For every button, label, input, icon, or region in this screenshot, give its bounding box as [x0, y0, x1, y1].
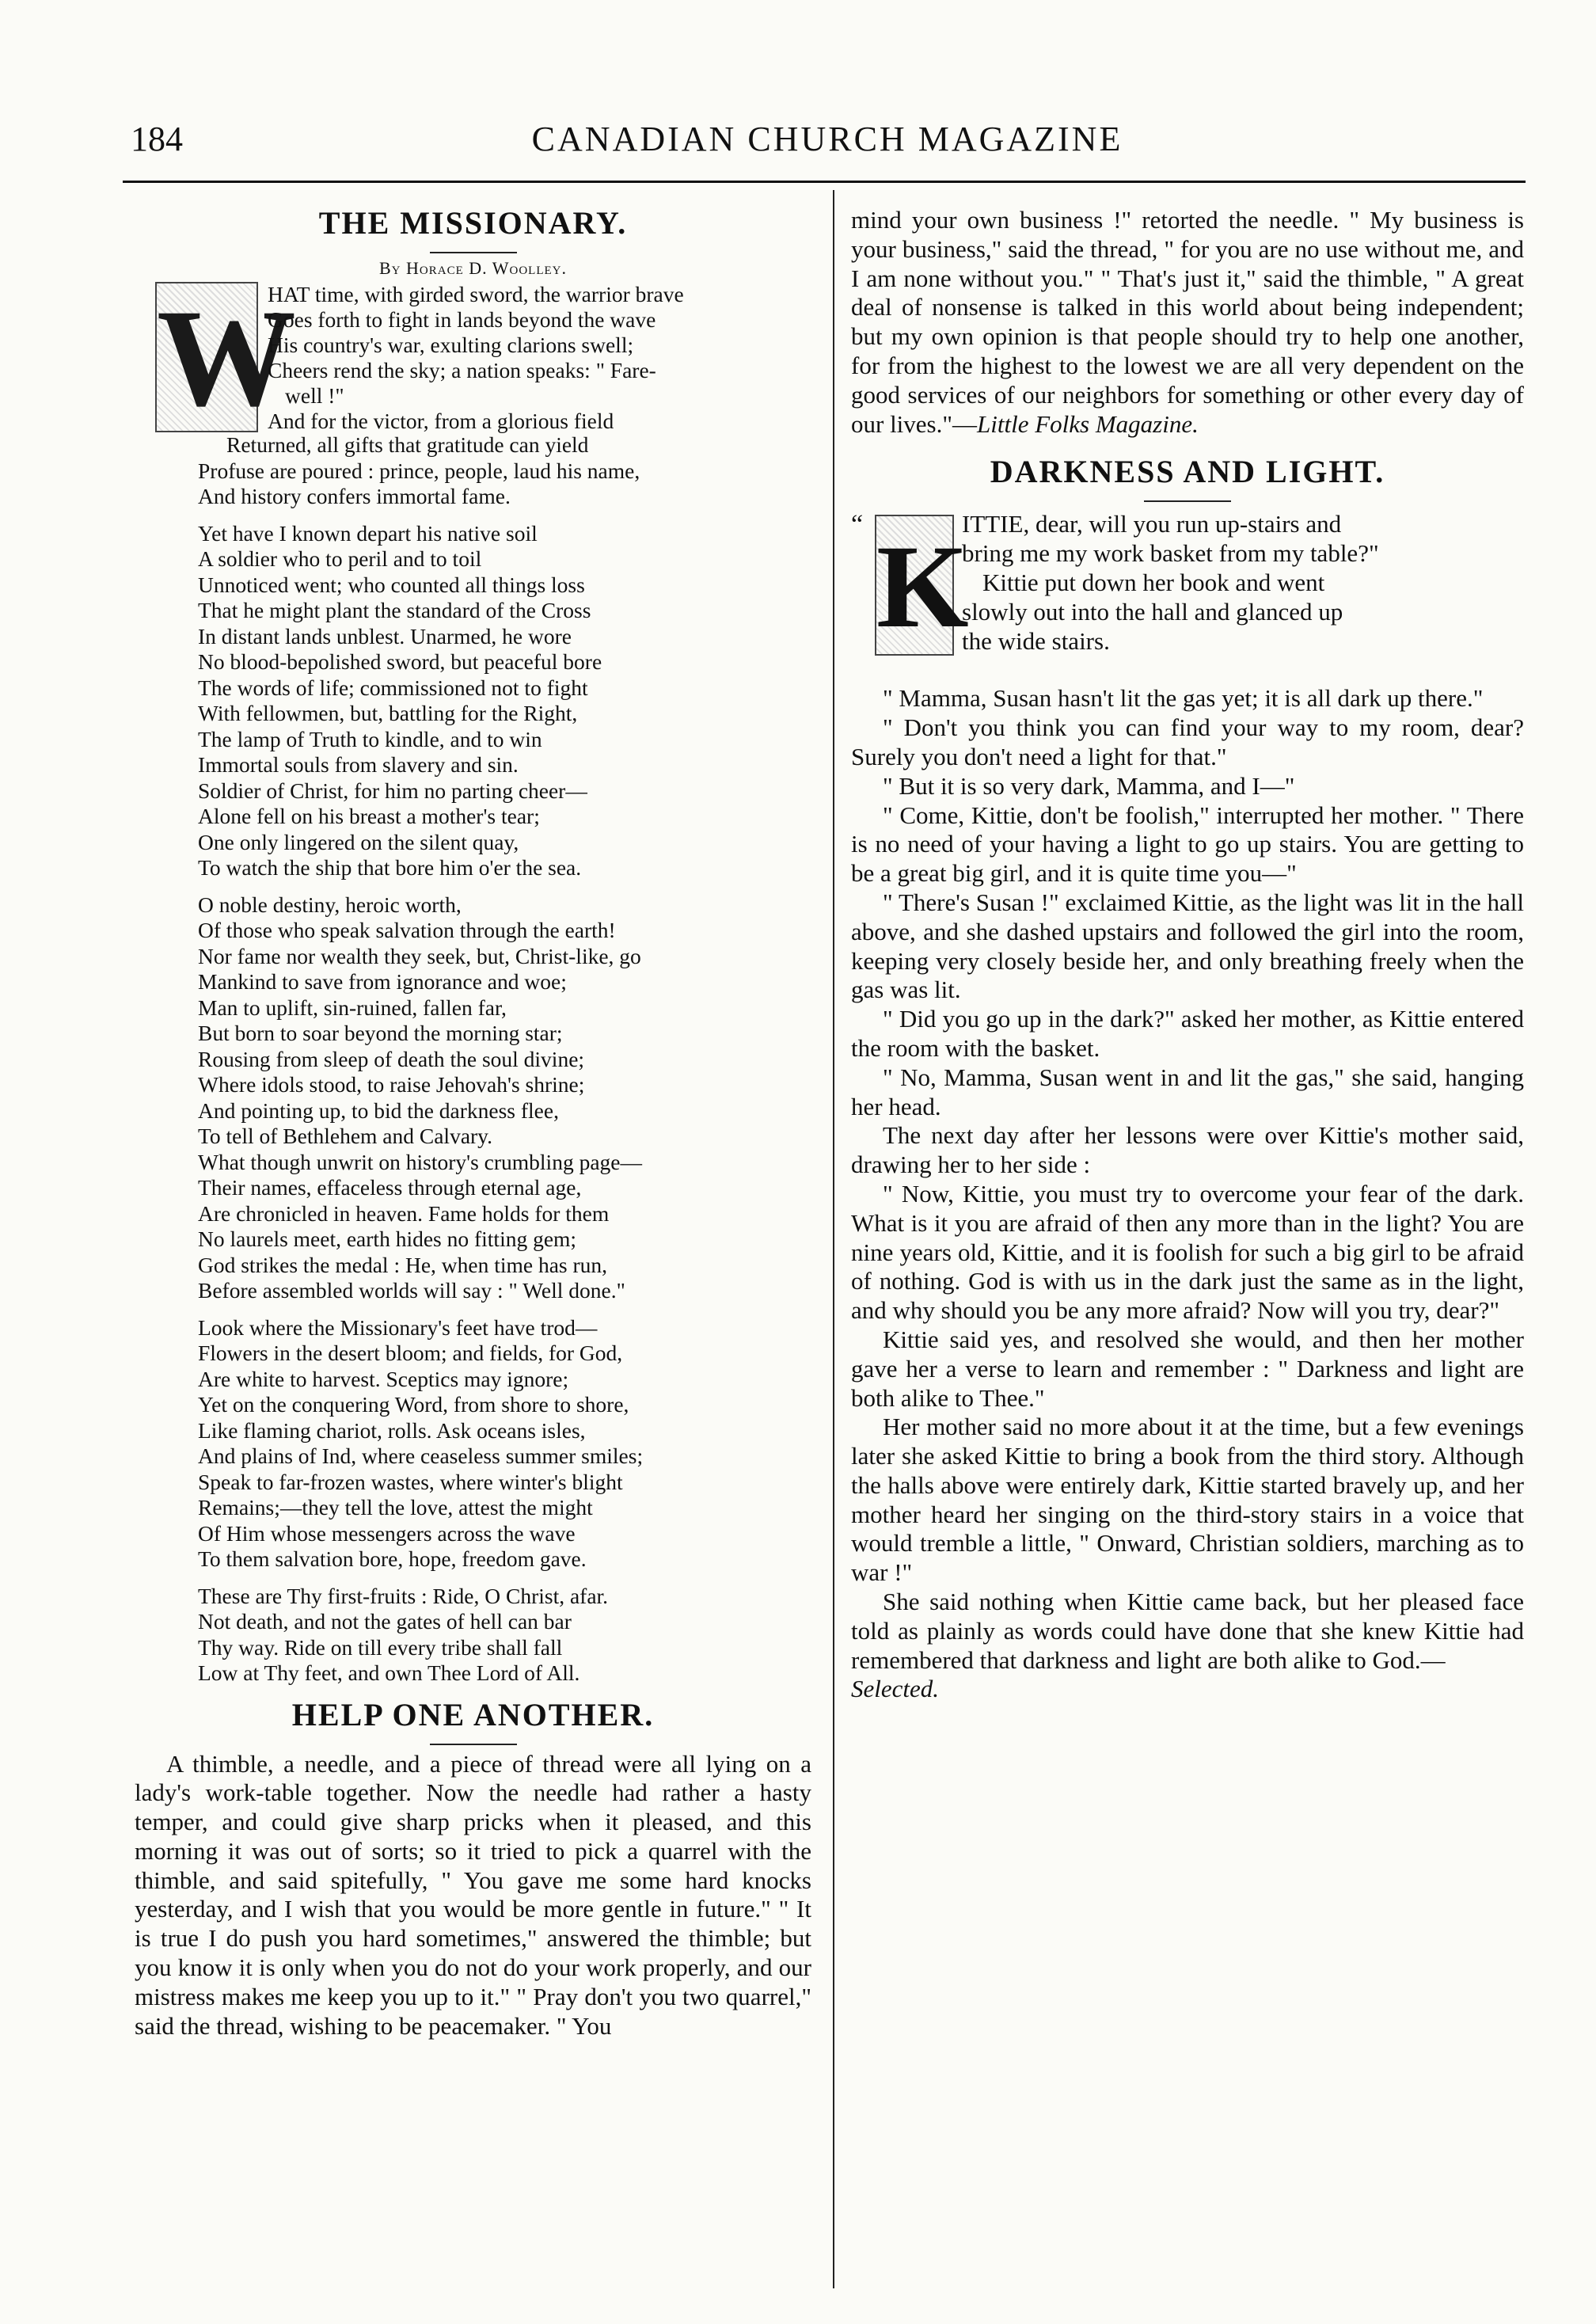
poem-stanza [198, 1584, 811, 1687]
paragraph: " But it is so very dark, Mamma, and I—" [883, 771, 1295, 800]
paragraph: " There's Susan !" exclaimed Kittie, as the light was lit in the hall above, and she dashed upstairs and followed the girl into the room, keeping very closely beside her, and only breathing freely when the gas was lit. [851, 888, 1524, 1004]
paragraph: Kittie said yes, and resolved she would, and then her mother gave her a verse to learn and remember : " Darkness and light are both alike to Thee." [851, 1325, 1524, 1412]
poem-line: Speak to far-frozen wastes, where winter's blight [198, 1469, 623, 1494]
paragraph: " Come, Kittie, don't be foolish," interrupted her mother. " There is no need of your having a light to go up stairs. You are getting to be a great big girl, and it is quite time you—" [851, 801, 1524, 888]
byline: By Horace D. Woolley. [379, 258, 567, 278]
poem-line: What though unwrit on history's crumbling page— [198, 1149, 642, 1174]
poem-line: well !" [285, 383, 344, 408]
paragraph-text: She said nothing when Kittie came back, but her pleased face told as plainly as words could have done that she knew Kittie had remembered that darkness and light are both alike to God.— [851, 1588, 1524, 1674]
poem-line: Of Him whose messengers across the wave [198, 1520, 576, 1546]
poem-line: Low at Thy feet, and own Thee Lord of All. [198, 1660, 580, 1685]
poem-opening [135, 281, 811, 436]
poem-line: That he might plant the standard of the Cross [198, 598, 591, 622]
poem-line: Rousing from sleep of death the soul divine; [198, 1046, 585, 1071]
poem-line: Yet have I known depart his native soil [198, 520, 538, 546]
poem-line: Look where the Missionary's feet have trod— [198, 1314, 598, 1340]
poem-stanza [198, 521, 811, 881]
paragraph [851, 1588, 1524, 1675]
text-line: ITTIE, dear, will you run up-stairs and [962, 510, 1342, 538]
magazine-title: CANADIAN CHURCH MAGAZINE [531, 120, 1123, 158]
page-number: 184 [131, 120, 183, 158]
poem-cap-lines [268, 282, 814, 434]
open-quote: “ [851, 510, 864, 540]
ornamental-dropcap: W [157, 281, 296, 436]
poem-line: The lamp of Truth to kindle, and to win [198, 726, 542, 751]
paragraph: The next day after her lessons were over Kittie's mother said, drawing her to her side : [851, 1121, 1524, 1179]
poem-line: With fellowmen, but, battling for the Right, [198, 701, 578, 725]
poem-line: But born to soar beyond the morning star; [198, 1021, 563, 1045]
poem-line: Remains;—they tell the love, attest the might [198, 1495, 593, 1520]
opening-lines [962, 510, 1524, 656]
header-rule [123, 181, 1526, 183]
poem-line: And plains of Ind, where ceaseless summer smiles; [198, 1443, 644, 1468]
poem-line: God strikes the medal : He, when time has run, [198, 1252, 608, 1277]
paragraph [851, 206, 1524, 439]
paragraph: " Mamma, Susan hasn't lit the gas yet; it is all dark up there." [883, 684, 1484, 713]
title-rule [430, 1744, 517, 1745]
poem-line: O noble destiny, heroic worth, [198, 892, 462, 917]
poem-line: And history confers immortal fame. [198, 484, 511, 508]
poem-line: His country's war, exulting clarions swell; [268, 333, 634, 357]
article-darkness-and-light [851, 455, 1524, 1704]
poem-line: Not death, and not the gates of hell can bar [198, 1609, 572, 1634]
column-divider [833, 190, 834, 2288]
poem-line: Are chronicled in heaven. Fame holds for them [198, 1200, 610, 1226]
text-line: slowly out into the hall and glanced up [962, 597, 1343, 626]
poem-line: Alone fell on his breast a mother's tear; [198, 804, 540, 828]
poem-line: Before assembled worlds will say : " Well done." [198, 1278, 625, 1303]
paragraph: " No, Mamma, Susan went in and lit the gas," she said, hanging her head. [851, 1063, 1524, 1120]
poem-line: The words of life; commissioned not to fight [198, 675, 588, 700]
paragraph: " Don't you think you can find your way to my room, dear? Surely you don't need a light for that." [851, 713, 1524, 770]
poem-line: Like flaming chariot, rolls. Ask oceans isles, [198, 1417, 586, 1443]
poem-line: No blood-bepolished sword, but peaceful bore [198, 649, 602, 674]
text-line: the wide stairs. [962, 626, 1110, 655]
text-line: bring me my work basket from my table?" [962, 539, 1379, 568]
article-body [851, 684, 1524, 1704]
poem-line: Soldier of Christ, for him no parting cheer— [198, 778, 587, 803]
paragraph: " Did you go up in the dark?" asked her mother, as Kittie entered the room with the basket. [851, 1005, 1524, 1062]
source-credit: Little Folks Magazine. [977, 409, 1199, 438]
poem-line: Nor fame nor wealth they seek, but, Christ-like, go [198, 943, 641, 968]
poem-line: Where idols stood, to raise Jehovah's shrine; [198, 1072, 585, 1097]
article-title: DARKNESS AND LIGHT. [990, 454, 1385, 490]
section-gap [851, 439, 1524, 455]
poem-line: Goes forth to fight in lands beyond the wave [268, 307, 656, 332]
poem-line: HAT time, with girded sword, the warrior brave [268, 282, 684, 306]
poem-line: A soldier who to peril and to toil [198, 546, 482, 571]
article-body [135, 1750, 811, 2041]
poem-line: And pointing up, to bid the darkness flee, [198, 1097, 559, 1123]
poem-line: Are white to harvest. Sceptics may ignore; [198, 1366, 569, 1391]
poem-line: Immortal souls from slavery and sin. [198, 752, 519, 777]
paragraph: Her mother said no more about it at the time, but a few evenings later she asked Kittie to bring a book from the third story. Although the halls above were entirely dark, Kittie started bravely up, and her mother heard her singing on the third-story stairs in a voice that would tremble a little, " Onward, Christian soldiers, marching as to war !" [851, 1413, 1524, 1587]
poem-line: Cheers rend the sky; a nation speaks: " Fare- [268, 358, 656, 382]
poem-stanza [198, 1315, 811, 1573]
poem-stanza [198, 432, 811, 510]
paragraph [851, 1675, 1524, 1704]
paragraph: " Now, Kittie, you must try to overcome your fear of the dark. What is it you are afraid of then any more than in the light? You are nine years old, Kittie, and it is foolish for such a big girl to be afraid of nothing. God is with us in the dark just the same as in the light, and why should you be any more afraid? Now will you try, dear?" [851, 1179, 1524, 1325]
poem-line: And for the victor, from a glorious field [268, 409, 614, 433]
paragraph-text: mind your own business !" retorted the needle. " My business is your business," said the thread, " for you are no use without me, and I am none without you." " That's just it," said the thimble, " A great deal of nonsense is talked in this world about being independent; but my own opinion is that people should try to help one another, for from the highest to the lowest we are all very dependent on the good services of our neighbors for something or other every day of our lives."— [851, 206, 1524, 438]
poem-line: One only lingered on the silent quay, [198, 829, 519, 854]
poem-line: Yet on the conquering Word, from shore to shore, [198, 1392, 629, 1417]
paragraph: A thimble, a needle, and a piece of thread were all lying on a lady's work-table together. Now the needle had rather a hasty temper, and could give sharp pricks when it pleased, and this morning it was out of sorts; so it tried to pick a quarrel with the thimble, and said spitefully, " You gave me some hard knocks yesterday, and I wish that you would be more gentle in future." " It is true I do push you hard sometimes," answered the thimble; but you know it is only when you do not do your work properly, and our mistress makes me keep you up to it." " Pray don't you two quarrel," said the thread, wishing to be peacemaker. " You [135, 1749, 811, 2040]
text-line: Kittie put down her book and went [982, 568, 1325, 596]
article-continuation [851, 206, 1524, 439]
poem-line: Mankind to save from ignorance and woe; [198, 969, 567, 994]
poem-line: Of those who speak salvation through the earth! [198, 918, 616, 942]
page-header [131, 119, 1524, 182]
poem-line: Profuse are poured : prince, people, laud his name, [198, 458, 640, 483]
poem-line: To watch the ship that bore him o'er the sea. [198, 855, 582, 880]
poem-line: These are Thy first-fruits : Ride, O Christ, afar. [198, 1583, 609, 1608]
poem-line: To them salvation bore, hope, freedom gave. [198, 1546, 587, 1571]
poem-line: Their names, effaceless through eternal age, [198, 1175, 582, 1200]
poem-line: No laurels meet, earth hides no fitting gem; [198, 1227, 577, 1251]
source-credit: Selected. [851, 1675, 940, 1703]
ornamental-dropcap: K [875, 515, 954, 656]
poem-line: Flowers in the desert bloom; and fields, for God, [198, 1341, 623, 1365]
poem-line: Man to uplift, sin-ruined, fallen far, [198, 995, 507, 1020]
poem-stanza [198, 892, 811, 1304]
title-rule [430, 252, 517, 253]
poem [135, 282, 811, 1687]
poem-line: In distant lands unblest. Unarmed, he wore [198, 623, 572, 649]
poem-line: Unnoticed went; who counted all things loss [198, 572, 585, 597]
poem-line: Returned, all gifts that gratitude can yield [226, 432, 589, 457]
left-column [135, 206, 811, 2041]
article-opening [851, 510, 1524, 684]
article-missionary [135, 206, 811, 1687]
article-help-one-another [135, 1698, 811, 2041]
article-title: HELP ONE ANOTHER. [291, 1696, 655, 1733]
article-title: THE MISSIONARY. [318, 205, 628, 241]
poem-line: Thy way. Ride on till every tribe shall fall [198, 1634, 563, 1660]
poem-line: To tell of Bethlehem and Calvary. [198, 1124, 493, 1148]
right-column [851, 206, 1524, 1704]
title-rule [1144, 500, 1231, 502]
